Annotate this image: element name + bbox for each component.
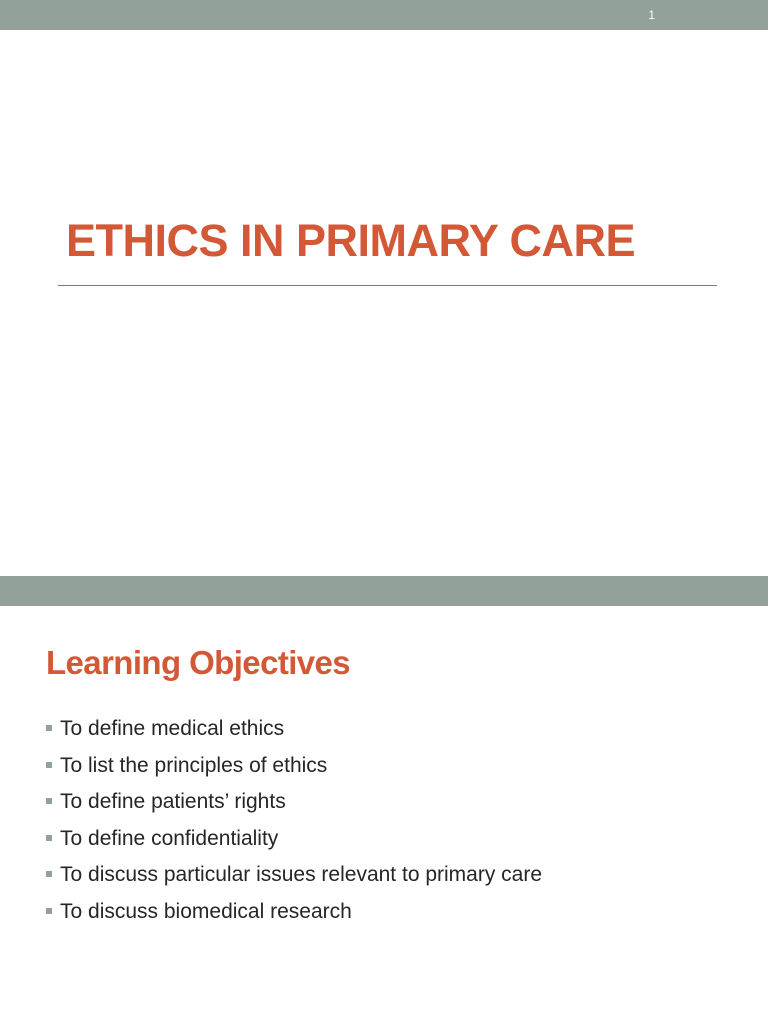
- square-bullet-icon: [46, 871, 52, 877]
- list-item-text: To define patients’ rights: [60, 790, 286, 814]
- list-item: [46, 826, 542, 863]
- square-bullet-icon: [46, 908, 52, 914]
- list-item-text: To define medical ethics: [60, 717, 285, 740]
- square-bullet-icon: [46, 725, 52, 731]
- slide-title: ETHICS IN PRIMARY CARE: [66, 215, 636, 266]
- list-item: [46, 862, 542, 899]
- title-underline: [58, 285, 717, 286]
- list-item: [46, 899, 542, 936]
- square-bullet-icon: [46, 762, 52, 768]
- square-bullet-icon: [46, 798, 52, 804]
- top-band: [0, 576, 768, 606]
- list-item-text: To define confidentiality: [60, 826, 279, 850]
- square-bullet-icon: [46, 835, 52, 841]
- list-item: [46, 753, 542, 790]
- list-item: [46, 716, 542, 753]
- list-item-text: To list the principles of ethics: [60, 753, 328, 777]
- objectives-list: [46, 716, 542, 936]
- list-item: [46, 789, 542, 826]
- objectives-slide: [0, 576, 768, 1024]
- list-item-text: To discuss biomedical research: [60, 899, 352, 923]
- list-item-text: To discuss particular issues relevant to primary care: [60, 863, 543, 887]
- slide-number: 1: [648, 8, 655, 22]
- objectives-heading: Learning Objectives: [46, 644, 351, 681]
